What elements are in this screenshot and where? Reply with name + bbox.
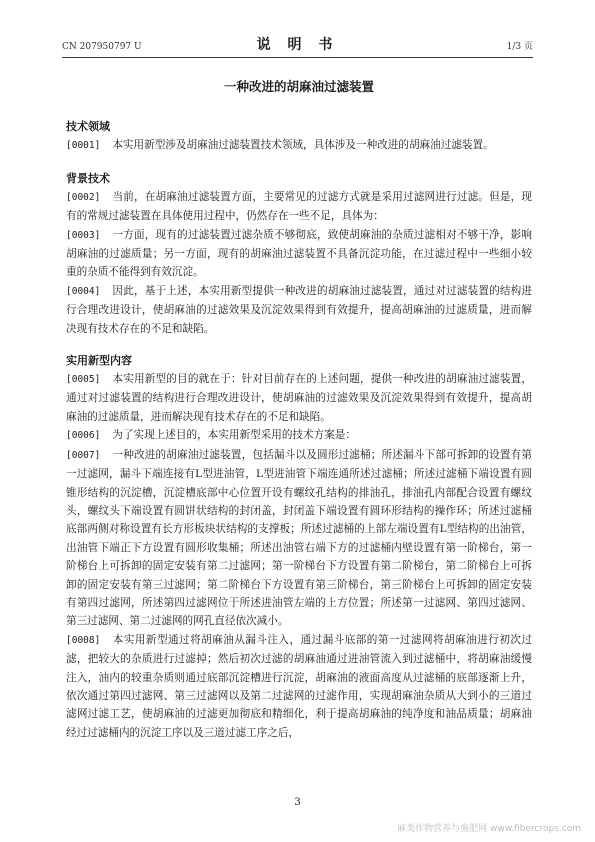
paragraph-number: [0007] — [66, 449, 101, 461]
paragraph-text: 本实用新型的目的就在于：针对目前存在的上述问题，提供一种改进的胡麻油过滤装置，通过对过滤装置的结构进行合理改进设计，使胡麻油的过滤效果及沉淀效果得到有效提升，提高胡麻油的过滤质量，进而解决现有技术存在的不足和缺陷。 — [66, 373, 532, 423]
site-watermark: 麻类作物营养与施肥网 www.fibercrops.com — [397, 824, 581, 834]
page-indicator: 1/3 页 — [506, 42, 533, 52]
document-body — [66, 78, 532, 742]
paragraph-number: [0006] — [66, 430, 101, 442]
page-number: 3 — [294, 797, 301, 808]
paragraph — [66, 136, 532, 155]
paragraph-text: 因此，基于上述，本实用新型提供一种改进的胡麻油过滤装置，通过对过滤装置的结构进行合理改进设计，使胡麻油的过滤效果及沉淀效果得到有效提升，提高胡麻油的过滤质量，进而解决现有技术存在的不足和缺陷。 — [66, 284, 532, 335]
paragraph-number: [0004] — [66, 285, 101, 297]
paragraph-number: [0005] — [66, 374, 101, 386]
paragraph-text: 一种改进的胡麻油过滤装置，包括漏斗以及圆形过滤桶；所述漏斗下部可拆卸的设置有第一过滤网，漏斗下端连接有L型进油管，L型进油管下端连通所述过滤桶；所述过滤桶下端设置有圆锥形结构的沉淀槽，沉淀槽底部中心位置开设有螺纹孔结构的排油孔，排油孔内部配合设置有螺纹头，螺纹头下端设置有圆饼状结构的封闭盖，封闭盖下端设置有圆环形结构的操作环；所述过滤桶底部两侧对称设置有长方形板块状结构的支撑板；所述过滤桶的上部左端设置有L型结构的出油管，出油管下端正下方设置有圆形收集桶；所述出油管右端下方的过滤桶内壁设置有第一阶梯台，第一阶梯台上可拆卸的固定安装有第二过滤网；第一阶梯台下方设置有第二阶梯台，第二阶梯台上可拆卸的固定安装有第三过滤网；第二阶梯台下方设置有第三阶梯台，第三阶梯台上可拆卸的固定安装有第四过滤网，所述第四过滤网位于所述进油管左端的上方位置；所述第一过滤网、第四过滤网、第三过滤网、第二过滤网的网孔直径依次减小。 — [66, 448, 532, 628]
page-header — [62, 34, 533, 56]
paragraph-text: 一方面，现有的过滤装置过滤杂质不够彻底，致使胡麻油的杂质过滤相对不够干净，影响胡麻油的过滤质量；另一方面，现有的胡麻油过滤装置不具备沉淀功能，在过滤过程中一些细小较重的杂质不能得到有效沉淀。 — [66, 228, 532, 279]
document-type-title: 说 明 书 — [256, 37, 339, 53]
paragraph — [66, 226, 532, 282]
paragraph — [66, 282, 532, 338]
paragraph-number: [0001] — [66, 140, 101, 152]
paragraph-number: [0002] — [66, 191, 101, 203]
section-heading-utility-model-content: 实用新型内容 — [66, 354, 132, 368]
header-divider — [62, 57, 533, 58]
paragraph — [66, 446, 532, 631]
paragraph-text: 本实用新型涉及胡麻油过滤装置技术领域，具体涉及一种改进的胡麻油过滤装置。 — [112, 139, 494, 152]
paragraph-number: [0008] — [66, 634, 101, 646]
paragraph — [66, 370, 532, 426]
paragraph — [66, 426, 532, 445]
paragraph-text: 当前，在胡麻油过滤装置方面，主要常见的过滤方式就是采用过滤网进行过滤。但是，现有的常规过滤装置在具体使用过程中，仍然存在一些不足，具体为： — [66, 190, 532, 223]
paragraph-text: 为了实现上述目的，本实用新型采用的技术方案是： — [112, 429, 356, 442]
paragraph — [66, 631, 532, 742]
section-heading-background: 背景技术 — [66, 171, 110, 185]
paragraph — [66, 188, 532, 226]
paragraph-text: 本实用新型通过将胡麻油从漏斗注入，通过漏斗底部的第一过滤网将胡麻油进行初次过滤，把较大的杂质进行过滤掉；然后初次过滤的胡麻油通过进油管流入到过滤桶中，将胡麻油缓慢注入，油内的较重杂质则通过底部沉淀槽进行沉淀，胡麻油的液面高度从过滤桶的底部逐渐上升，依次通过第四过滤网、第三过滤网以及第二过滤网的过滤作用，实现胡麻油杂质从大到小的三道过滤网过滤工艺，使胡麻油的过滤更加彻底和精细化，利于提高胡麻油的纯净度和油品质量；胡麻油经过过滤桶内的沉淀工序以及三道过滤工序之后， — [66, 633, 532, 739]
section-heading-technical-field: 技术领域 — [66, 120, 110, 134]
document-title: 一种改进的胡麻油过滤装置 — [223, 79, 374, 94]
paragraph-number: [0003] — [66, 229, 101, 241]
patent-number: CN 207950797 U — [62, 42, 142, 52]
